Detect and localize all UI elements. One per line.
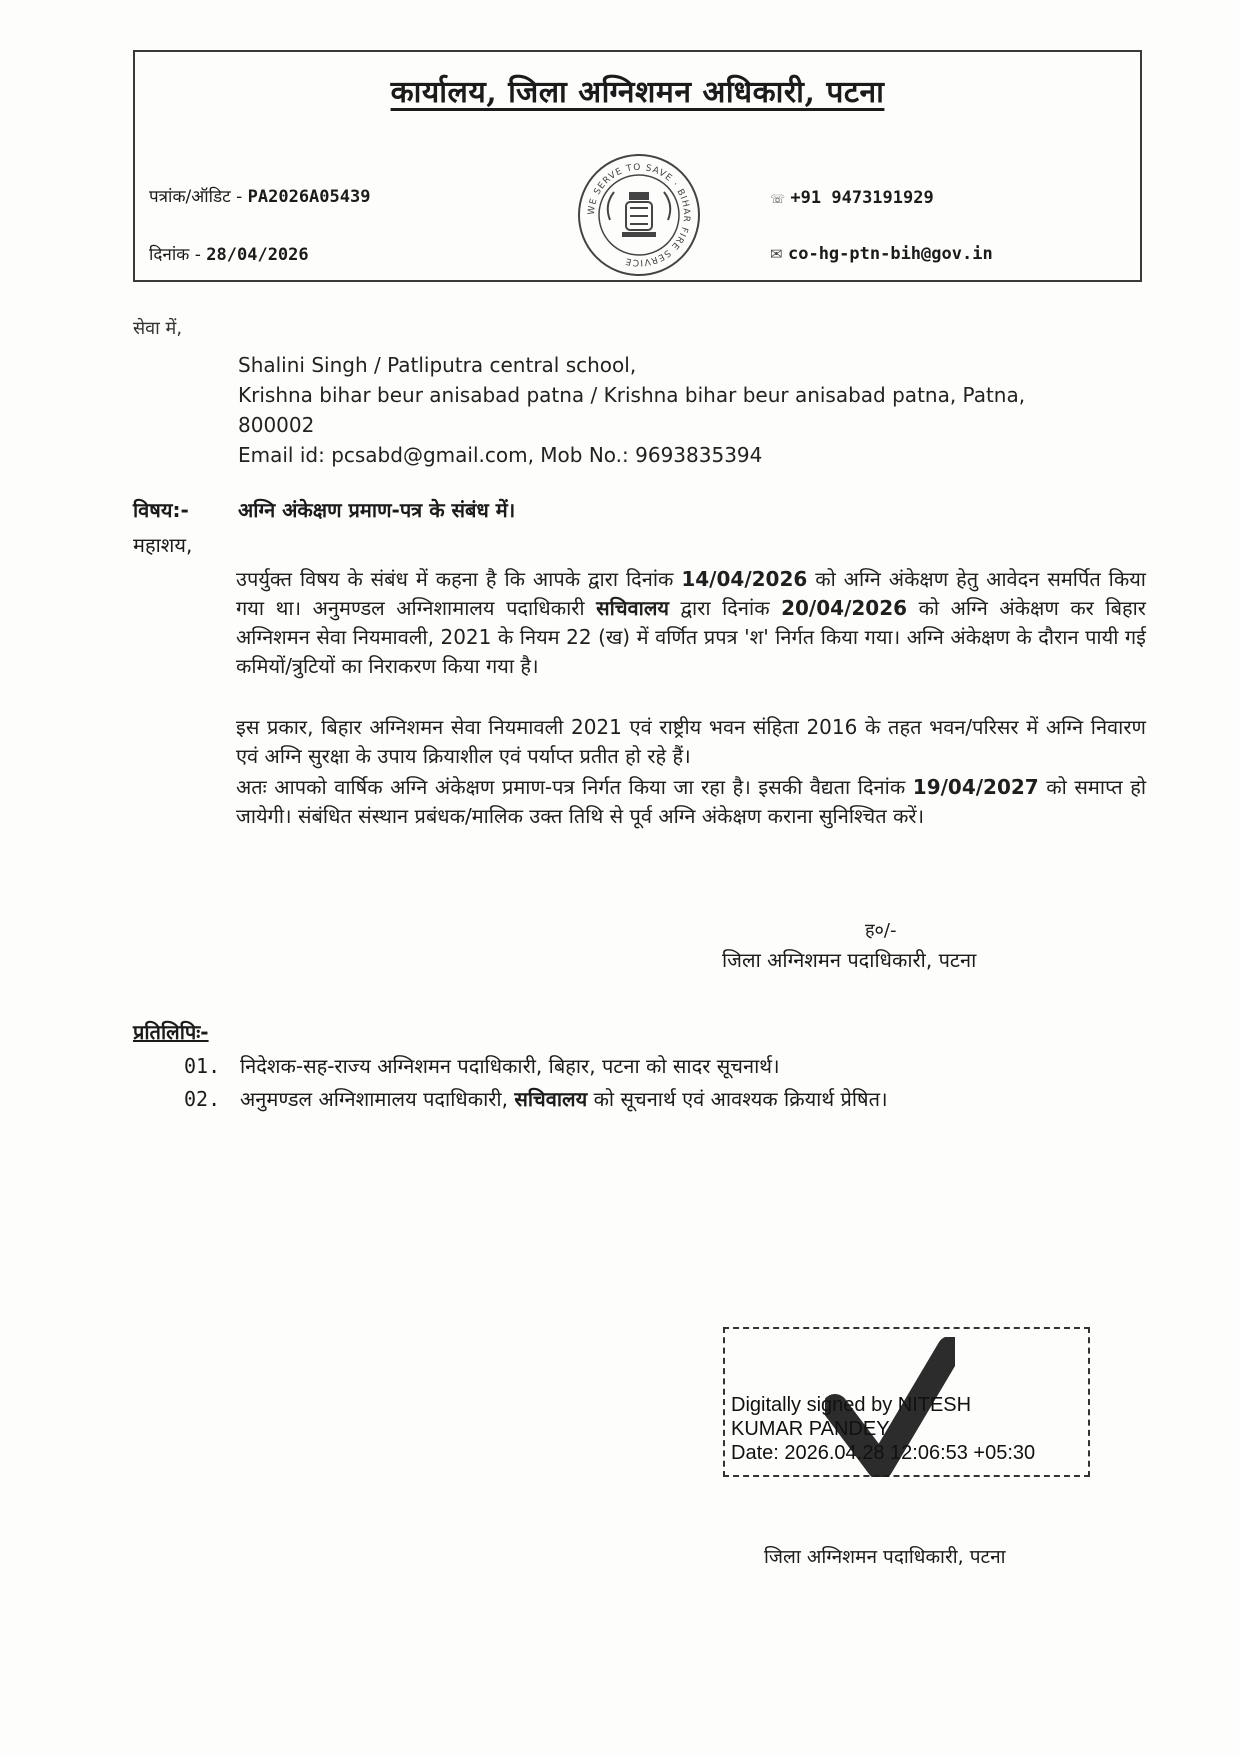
copy-item-text <box>240 1085 888 1112</box>
p3-text-b: को समाप्त हो जायेगी। संबंधित संस्थान प्रबंधक/मालिक उक्त तिथि से पूर्व अग्नि अंकेक्षण कराना सुनिश्चित करें। <box>236 775 1146 828</box>
body-paragraph-1 <box>236 565 1146 681</box>
copy-item-number: 02. <box>184 1087 221 1111</box>
digital-signature-text <box>731 1393 1035 1465</box>
footer-designation: जिला अग्निशमन पदाधिकारी, पटना <box>764 1546 1006 1568</box>
phone-icon: ☏ <box>770 192 786 206</box>
letterhead-box <box>133 50 1142 282</box>
copy-item-2-text-b: को सूचनार्थ एवं आवश्यक क्रियार्थ प्रेषित। <box>587 1087 888 1111</box>
recipient-line-3: 800002 <box>238 413 315 437</box>
signature-date: Date: 2026.04.28 12:06:53 +05:30 <box>731 1442 1036 1464</box>
body-paragraph-2: इस प्रकार, बिहार अग्निशमन सेवा नियमावली 2021 एवं राष्ट्रीय भवन संहिता 2016 के तहत भवन/परिसर में अग्नि निवारण एवं अग्नि सुरक्षा के उपाय क्रियाशील एवं पर्याप्त प्रतीत हो रहे हैं। <box>236 715 1146 768</box>
signer-line-2: KUMAR PANDEY <box>731 1418 890 1440</box>
email-line <box>770 244 993 264</box>
body-paragraph-3 <box>236 773 1146 831</box>
audit-date: 20/04/2026 <box>781 596 908 620</box>
p1-text-a: उपर्युक्त विषय के संबंध में कहना है कि आपके द्वारा दिनांक <box>236 567 682 591</box>
phone-line <box>770 188 934 208</box>
reference-number <box>149 184 370 207</box>
fire-service-seal-icon <box>574 150 704 280</box>
copy-item-text: निदेशक-सह-राज्य अग्निशमन पदाधिकारी, बिहार, पटना को सादर सूचनार्थ। <box>240 1054 780 1078</box>
greeting: महाशय, <box>133 533 193 557</box>
copy-item-2-text-a: अनुमण्डल अग्निशामालय पदाधिकारी, <box>240 1087 515 1111</box>
subject-label: विषय:- <box>133 498 189 522</box>
copy-item-2-office: सचिवालय <box>514 1087 588 1111</box>
p1-text-c: द्वारा दिनांक <box>669 596 782 620</box>
recipient-address <box>238 350 1025 470</box>
signed-mark: ह०/- <box>865 920 897 941</box>
p3-text-a: अतः आपको वार्षिक अग्नि अंकेक्षण प्रमाण-पत्र निर्गत किया जा रहा है। इसकी वैद्यता दिनांक <box>236 775 913 799</box>
reference-value: PA2026A05439 <box>247 187 371 207</box>
application-date: 14/04/2026 <box>681 567 808 591</box>
expiry-date: 19/04/2027 <box>912 775 1039 799</box>
recipient-line-1: Shalini Singh / Patliputra central school, <box>238 353 637 377</box>
digital-signature-box <box>723 1327 1090 1477</box>
envelope-icon: ✉ <box>770 245 783 263</box>
office-email: co-hg-ptn-bih@gov.in <box>787 244 993 264</box>
p1-text-b: को अग्नि अंकेक्षण हेतु आवेदन समर्पित किया गया था। अनुमण्डल अग्निशामालय पदाधिकारी <box>236 567 1146 620</box>
reference-label: पत्रांक/ऑडिट - <box>149 187 243 207</box>
seal-text: WE SERVE TO SAVE · BIHAR FIRE SERVICE <box>586 162 692 268</box>
subject-text: अग्नि अंकेक्षण प्रमाण-पत्र के संबंध में। <box>238 498 516 522</box>
signoff-designation: जिला अग्निशमन पदाधिकारी, पटना <box>722 948 977 972</box>
recipient-line-2: Krishna bihar beur anisabad patna / Krishna bihar beur anisabad patna, Patna, <box>238 383 1026 407</box>
date-label: दिनांक - <box>149 245 201 265</box>
office-title: कार्यालय, जिला अग्निशमन अधिकारी, पटना <box>390 75 885 110</box>
to-label: सेवा में, <box>133 318 183 339</box>
copy-to-label: प्रतिलिपिः- <box>133 1020 209 1044</box>
p1-text-d: को अग्नि अंकेक्षण कर बिहार अग्निशमन सेवा नियमावली, 2021 के नियम 22 (ख) में वर्णित प्रपत्र 'श' निर्गत किया गया। अग्नि अंकेक्षण के दौरान पायी गई कमियों/त्रुटियों का निराकरण किया गया है। <box>236 596 1146 678</box>
copy-item-number: 01. <box>184 1054 221 1078</box>
office-name: सचिवालय <box>596 596 670 620</box>
signer-line-1: Digitally signed by NITESH <box>731 1394 972 1416</box>
letter-date <box>149 242 309 265</box>
phone-number: +91 9473191929 <box>790 188 934 208</box>
date-value: 28/04/2026 <box>206 245 309 265</box>
recipient-line-4: Email id: pcsabd@gmail.com, Mob No.: 9693835394 <box>238 443 763 467</box>
